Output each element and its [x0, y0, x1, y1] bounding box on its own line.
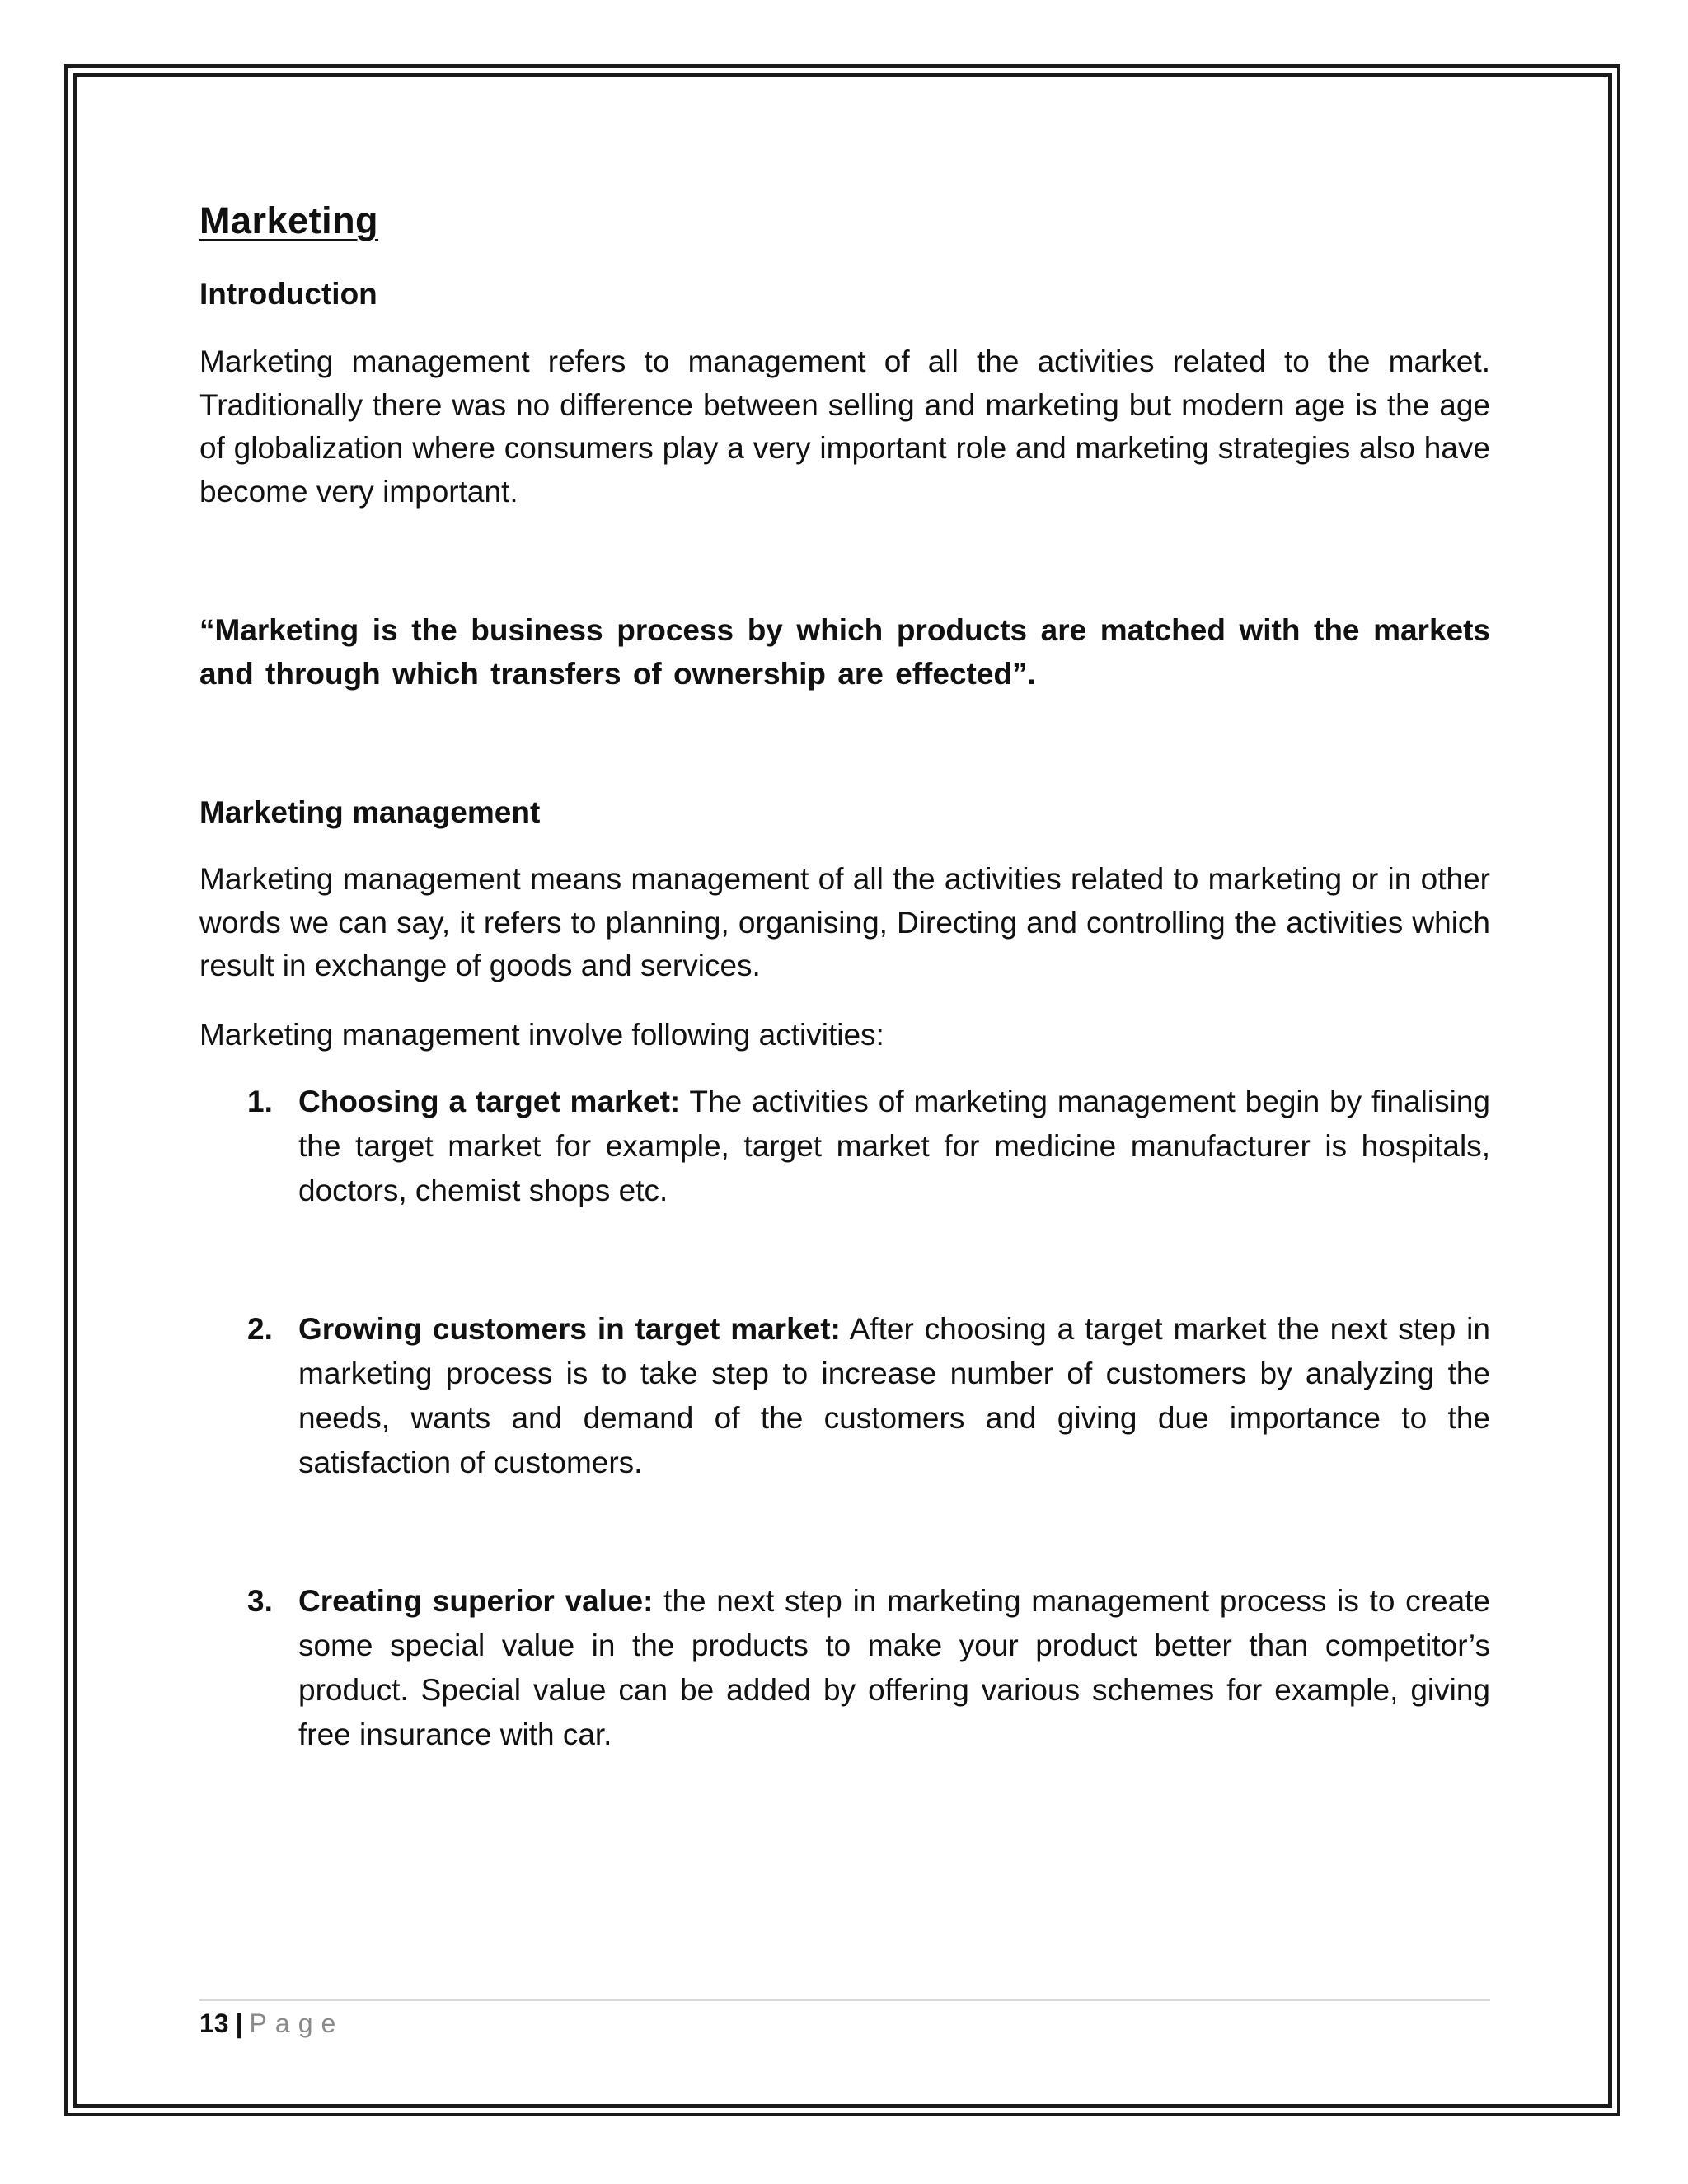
activity-item-3 — [199, 1579, 1490, 1757]
activities-intro: Marketing management involve following activities: — [199, 1017, 884, 1052]
activity-number: 1. — [247, 1085, 273, 1118]
intro-paragraph: Marketing management refers to management of all the activities related to the market. Traditionally there was no difference between selling and marketing but modern age is the age of globalization where consumers play a very important role and marketing strategies also have become very important. — [199, 344, 1490, 509]
page-title: Marketing — [199, 199, 379, 241]
activity-lead: Choosing a target market: — [298, 1085, 681, 1118]
page-content — [199, 196, 1490, 1757]
page-label: Page — [249, 2008, 345, 2038]
activity-item-1 — [199, 1080, 1490, 1213]
activity-body: The activities of marketing management begin by finalising the target market for example, target market for medicine manufacturer is hospitals, doctors, chemist shops etc. — [298, 1085, 1490, 1207]
page-footer — [199, 2004, 344, 2042]
activity-lead: Creating superior value: — [298, 1584, 654, 1618]
activity-item-2 — [199, 1307, 1490, 1485]
activity-number: 2. — [247, 1312, 273, 1346]
activity-text — [298, 1307, 1490, 1485]
marketing-management-heading: Marketing management — [199, 795, 541, 829]
activity-body: the next step in marketing management process is to create some special value in the products to make your product better than competitor’s product. Special value can be added by offering various schemes for example, giving free insurance with car. — [298, 1584, 1490, 1751]
page-number: 13 — [199, 2008, 229, 2038]
activity-number: 3. — [247, 1584, 273, 1618]
footer-separator: | — [235, 2008, 243, 2038]
activity-text — [298, 1579, 1490, 1757]
activity-body: After choosing a target market the next step in marketing process is to take step to increase number of customers by analyzing the needs, wants and demand of the customers and giving due importance to the satisfaction of customers. — [298, 1312, 1490, 1479]
marketing-management-paragraph: Marketing management means management of all the activities related to marketing or in other words we can say, it refers to planning, organising, Directing and controlling the activities which result in exchange of goods and services. — [199, 862, 1490, 982]
activity-lead: Growing customers in target market: — [298, 1312, 841, 1346]
footer-divider — [199, 1999, 1490, 2001]
definition-quote: “Marketing is the business process by which products are matched with the markets and through which transfers of ownership are effected”. — [199, 613, 1490, 691]
activity-text — [298, 1080, 1490, 1213]
intro-heading: Introduction — [199, 277, 377, 311]
activities-list — [199, 1080, 1490, 1757]
